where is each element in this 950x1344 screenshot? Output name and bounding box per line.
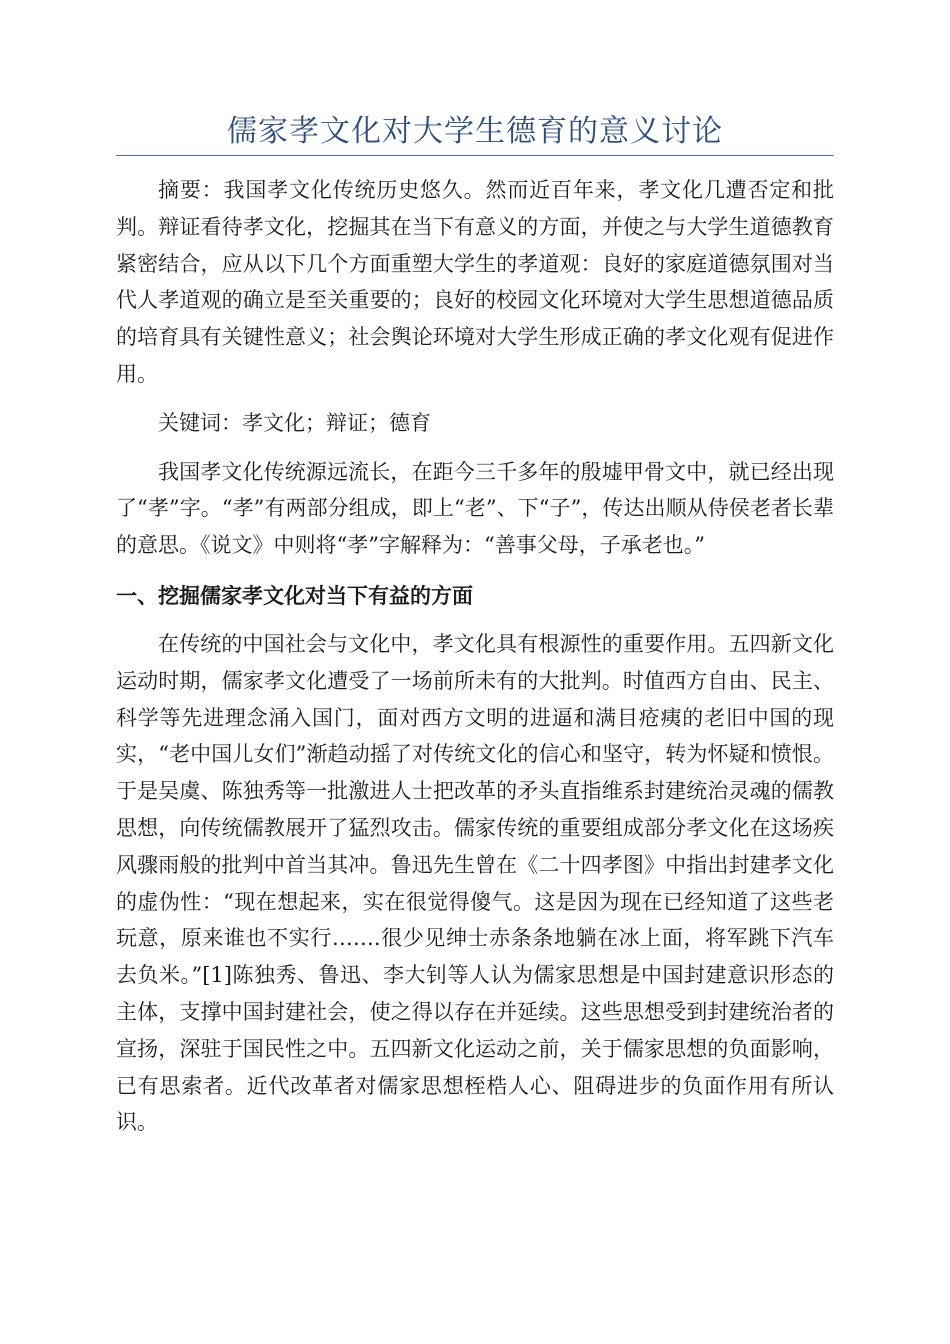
document-title: 儒家孝文化对大学生德育的意义讨论: [227, 114, 723, 149]
abstract-paragraph: 摘要：我国孝文化传统历史悠久。然而近百年来，孝文化几遭否定和批判。辩证看待孝文化，挖掘其在当下有意义的方面，并使之与大学生道德教育紧密结合，应从以下几个方面重塑大学生的孝道观：良好的家庭道德氛围对当代人孝道观的确立是至关重要的；良好的校园文化环境对大学生思想道德品质的培育具有关键性意义；社会舆论环境对大学生形成正确的孝文化观有促进作用。: [116, 178, 834, 386]
document-body: [116, 172, 834, 1141]
section-paragraph: 在传统的中国社会与文化中，孝文化具有根源性的重要作用。五四新文化运动时期，儒家孝文化遭受了一场前所未有的大批判。时值西方自由、民主、科学等先进理念涌入国门，面对西方文明的进逼和满目疮痍的老旧中国的现实，“老中国儿女们”渐趋动摇了对传统文化的信心和坚守，转为怀疑和愤恨。于是吴虞、陈独秀等一批激进人士把改革的矛头直指维系封建统治灵魂的儒教思想，向传统儒教展开了猛烈攻击。儒家传统的重要组成部分孝文化在这场疾风骤雨般的批判中首当其冲。鲁迅先生曾在《二十四孝图》中指出封建孝文化的虚伪性：“现在想起来，实在很觉得傻气。这是因为现在已经知道了这些老玩意，原来谁也不实行…….很少见绅士赤条条地躺在冰上面，将军跳下汽车去负米。”[1]陈独秀、鲁迅、李大钊等人认为儒家思想是中国封建意识形态的主体，支撑中国封建社会，使之得以存在并延续。这些思想受到封建统治者的宣扬，深驻于国民性之中。五四新文化运动之前，关于儒家思想的负面影响，已有思索者。近代改革者对儒家思想桎梏人心、阻碍进步的负面作用有所认识。: [116, 631, 834, 1135]
intro-paragraph: 我国孝文化传统源远流长，在距今三千多年的殷墟甲骨文中，就已经出现了“孝”字。“孝”有两部分组成，即上“老”、下“子”，传达出顺从侍侯老者长辈的意思。《说文》中则将“孝”字解释为：“善事父母，子承老也。”: [116, 459, 834, 558]
section-heading: 一、挖掘儒家孝文化对当下有益的方面: [116, 583, 473, 608]
keywords-paragraph: 关键词：孝文化；辩证；德育: [158, 410, 431, 435]
title-underline: [116, 155, 834, 156]
